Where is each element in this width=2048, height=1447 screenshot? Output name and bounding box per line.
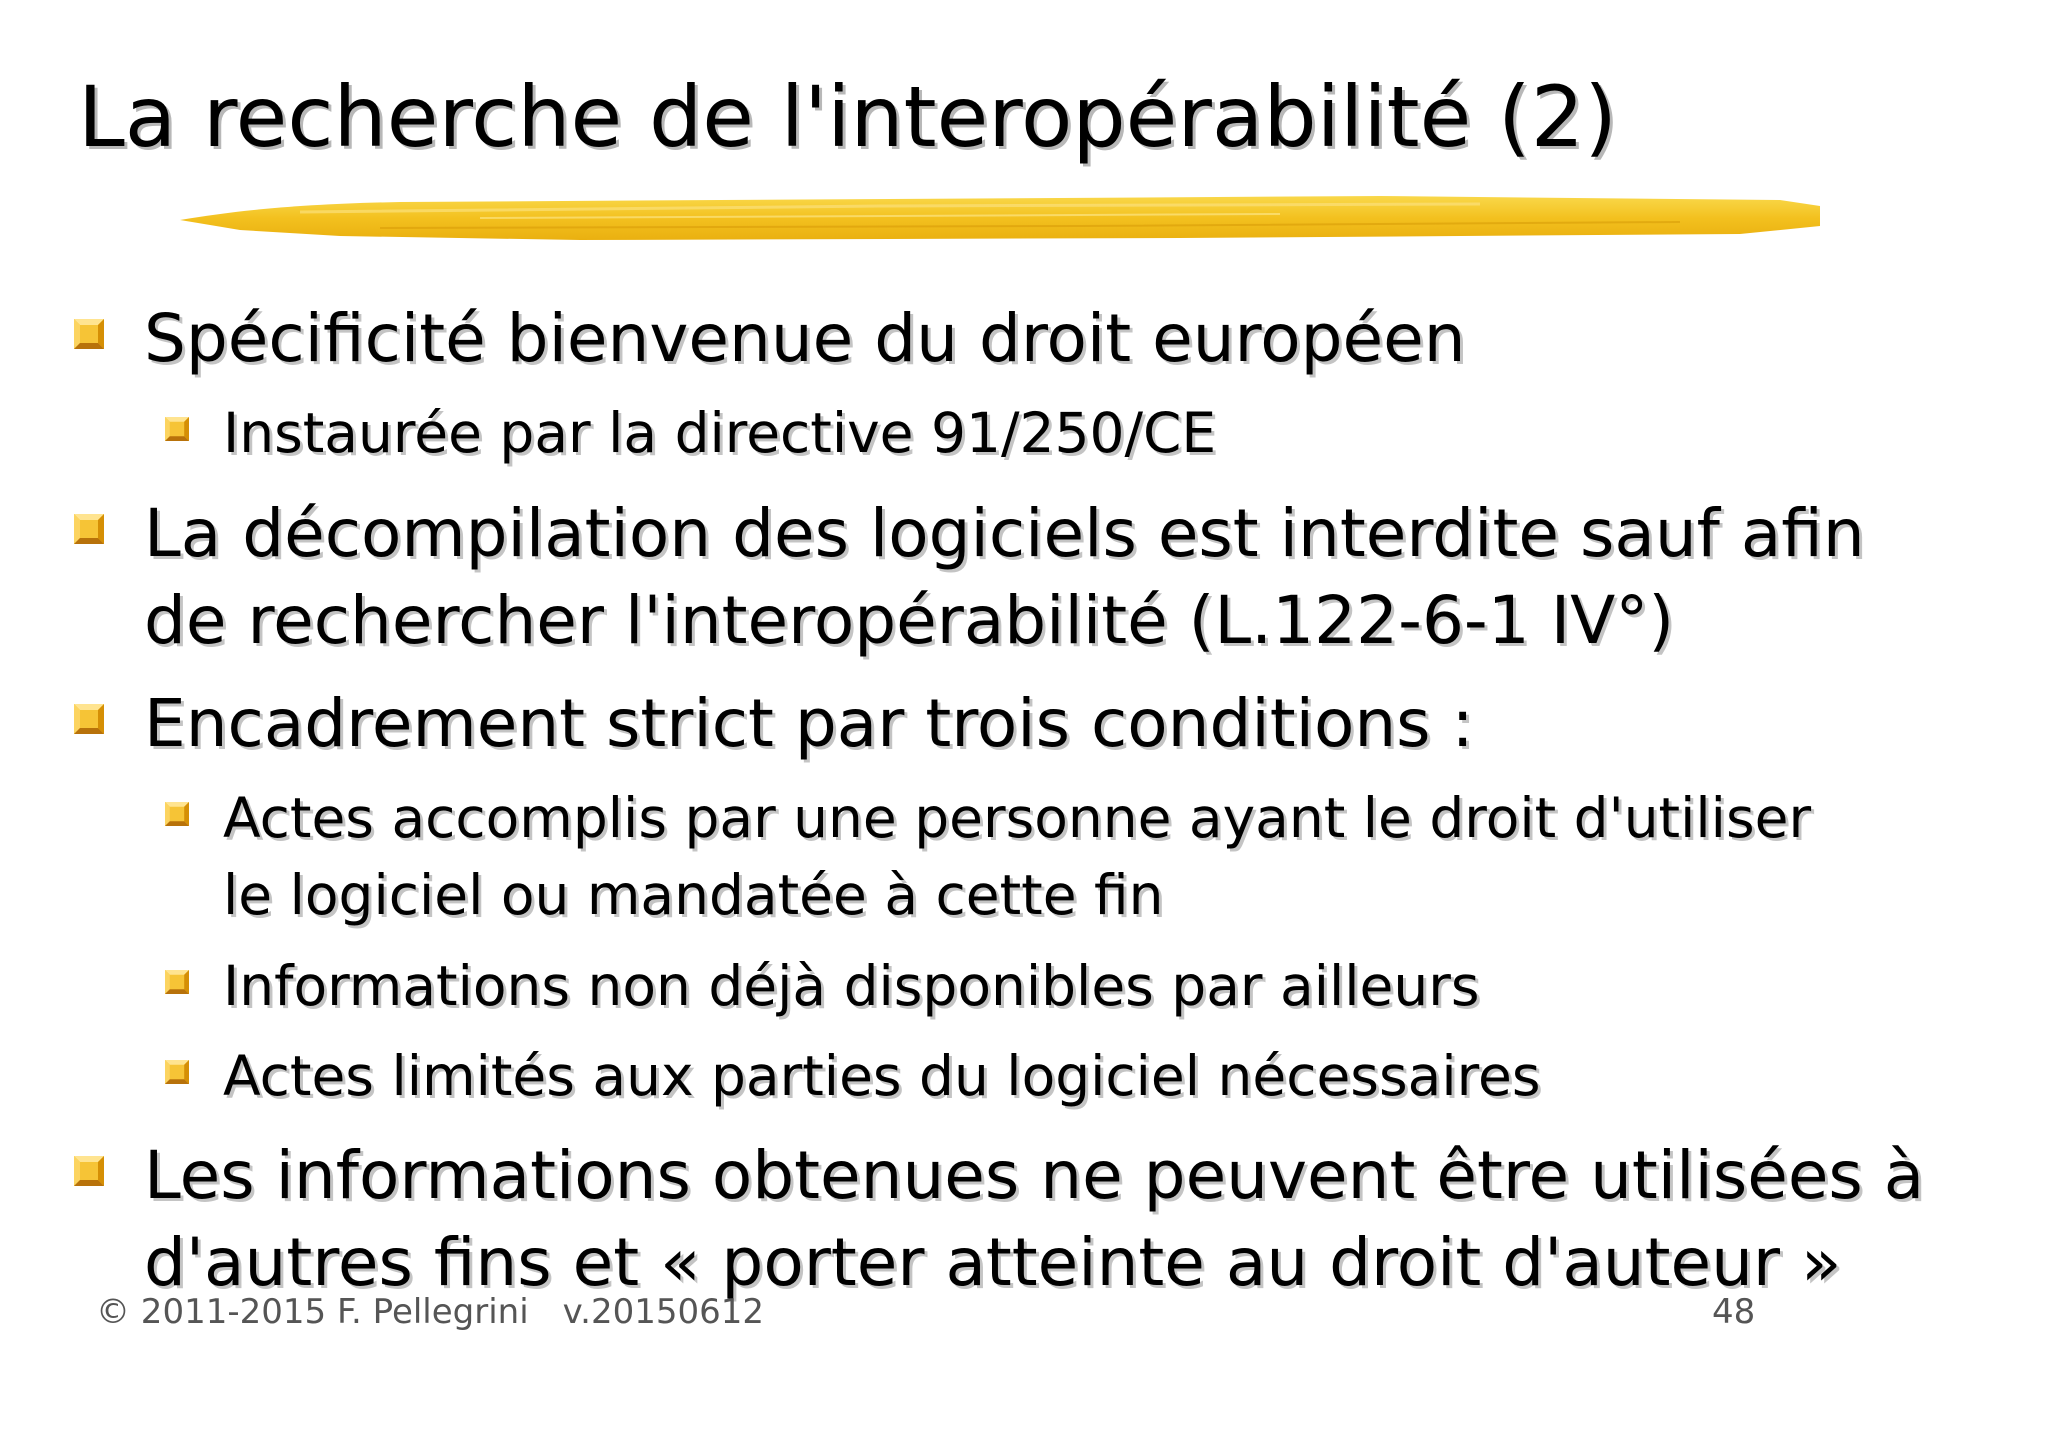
sub-bullet-item	[223, 780, 1811, 934]
title-underline-brushstroke	[180, 190, 1820, 250]
square-3d-bullet-icon	[165, 802, 189, 826]
bullet-item	[144, 680, 1474, 767]
bullet-text-line: Les informations obtenues ne peuvent être utilisées à	[144, 1137, 1925, 1214]
square-3d-bullet-icon	[165, 417, 189, 441]
bullet-text-line: Instaurée par la directive 91/250/CE	[223, 401, 1217, 465]
bullet-text-line: Encadrement strict par trois conditions :	[144, 685, 1474, 762]
bullet-text-line: Informations non déjà disponibles par ailleurs	[223, 954, 1480, 1018]
bullet-text-line: de rechercher l'interopérabilité (L.122-6-1 IV°)	[144, 582, 1675, 659]
bullet-text-line: Actes accomplis par une personne ayant le droit d'utiliser	[223, 786, 1812, 850]
bullet-item	[144, 295, 1466, 382]
bullet-text-line: La décompilation des logiciels est interdite sauf afin	[144, 495, 1865, 572]
bullet-item	[144, 1132, 1924, 1306]
square-3d-bullet-icon	[165, 970, 189, 994]
footer-left	[96, 1292, 764, 1332]
sub-bullet-item	[223, 395, 1216, 472]
square-3d-bullet-icon	[165, 1060, 189, 1084]
bullet-text-line: d'autres fins et « porter atteinte au droit d'auteur »	[144, 1224, 1842, 1301]
page-number: 48	[1712, 1292, 1756, 1332]
footer-version: v.20150612	[562, 1292, 765, 1332]
square-3d-bullet-icon	[74, 319, 104, 349]
bullet-text-line: le logiciel ou mandatée à cette fin	[223, 863, 1164, 927]
square-3d-bullet-icon	[74, 704, 104, 734]
sub-bullet-item	[223, 1038, 1541, 1115]
slide-title: La recherche de l'interopérabilité (2)	[78, 68, 1617, 166]
square-3d-bullet-icon	[74, 1156, 104, 1186]
bullet-item	[144, 490, 1865, 664]
sub-bullet-item	[223, 948, 1480, 1025]
bullet-text-line: Spécificité bienvenue du droit européen	[144, 300, 1466, 377]
footer-copyright: © 2011-2015 F. Pellegrini	[96, 1292, 529, 1332]
square-3d-bullet-icon	[74, 514, 104, 544]
bullet-text-line: Actes limités aux parties du logiciel nécessaires	[223, 1044, 1541, 1108]
